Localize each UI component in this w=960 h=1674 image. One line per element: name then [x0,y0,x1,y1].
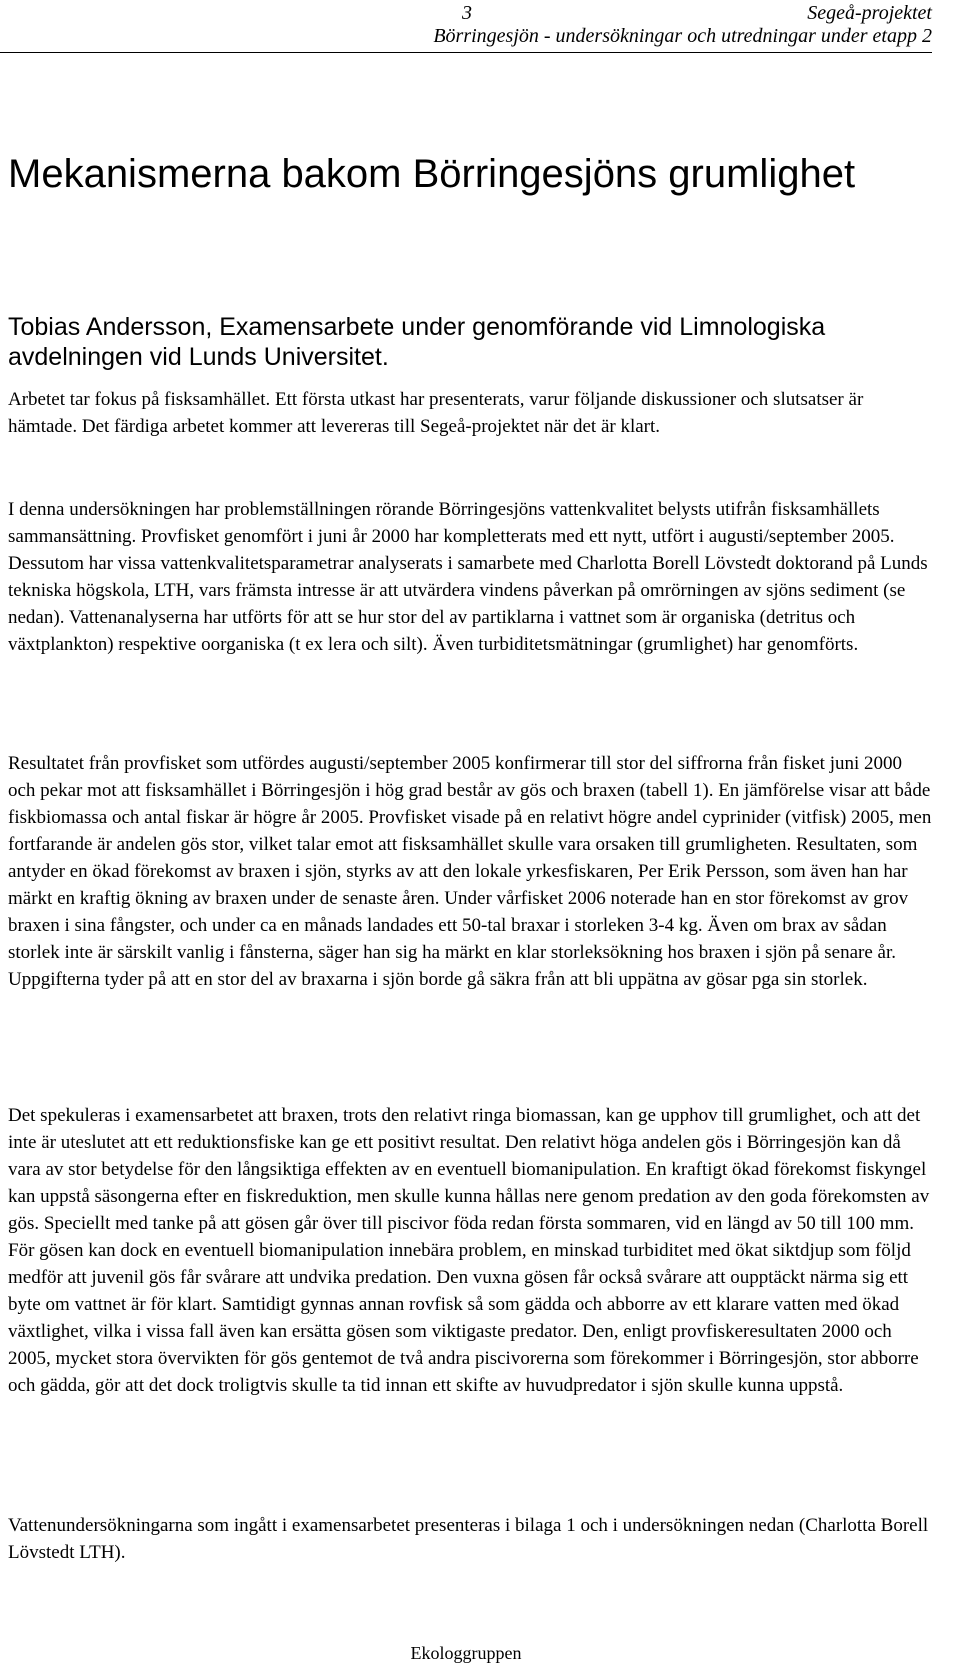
page-header [0,0,932,53]
header-subtitle: Börringesjön - undersökningar och utredningar under etapp 2 [433,25,932,47]
author-line: Tobias Andersson, Examensarbete under genomförande vid Limnologiska avdelningen vid Lunds Universitet. [8,313,826,371]
paragraph-results: Resultatet från provfisket som utfördes augusti/september 2005 konfirmerar till stor del siffrorna från fisket juni 2000 och pekar mot att fisksamhället i Börringesjön i hög grad består av gös och braxen (tabell 1). En jämförelse visar att både fiskbiomassa och antal fiskar är högre år 2005. Provfisket visade på en relativt högre andel cyprinider (vitfisk) 2005, men fortfarande är andelen gös stor, vilket talar emot att fisksamhället skulle vara orsaken till grumligheten. Resultaten, som antyder en ökad förekomst av braxen i sjön, styrks av att den lokale yrkesfiskaren, Per Erik Persson, som även han har märkt en kraftig ökning av braxen under de senaste åren. Under vårfisket 2006 noterade han en stor förekomst av grov braxen i sina fångster, och under ca en månads landades ett 50-tal braxar i storleken 3-4 kg. Även om brax av sådan storlek inte är särskilt vanlig i fånsterna, säger han sig ha märkt en klar storleksökning hos braxen i sjön på senare år. Uppgifterna tyder på att en stor del av braxarna i sjön borde gå säkra från att bli uppätna av gösar pga sin storlek. [8,753,932,990]
paragraph-method: I denna undersökningen har problemställningen rörande Börringesjöns vattenkvalitet belysts utifrån fisksamhällets sammansättning. Provfisket genomfört i juni år 2000 har kompletterats med ett nytt, utfört i augusti/september 2005. Dessutom har vissa vattenkvalitetsparametrar analyserats i samarbete med Charlotta Borell Lövstedt doktorand på Lunds tekniska högskola, LTH, vars främsta intresse är att utvärdera vindens påverkan på omrörningen av sjöns sediment (se nedan). Vattenanalyserna har utförts för att se hur stor del av partiklarna i vattnet som är organiska (detritus och växtplankton) respektive oorganiska (t ex lera och silt). Även turbiditetsmätningar (grumlighet) har genomförts. [8,499,928,655]
paragraph-intro: Arbetet tar fokus på fisksamhället. Ett första utkast har presenterats, varur följande diskussioner och slutsatser är hämtade. Det färdiga arbetet kommer att levereras till Segeå-projektet när det är klart. [8,389,864,437]
paragraph-appendix-note: Vattenundersökningarna som ingått i examensarbetet presenteras i bilaga 1 och i undersökningen nedan (Charlotta Borell Lövstedt LTH). [8,1515,929,1563]
page-number: 3 [462,2,472,24]
page-footer: Ekologgruppen [410,1643,522,1663]
header-project-name: Segeå-projektet [807,2,932,24]
paragraph-discussion: Det spekuleras i examensarbetet att braxen, trots den relativt ringa biomassan, kan ge upphov till grumlighet, och att det inte är uteslutet att ett reduktionsfiske kan ge ett positivt resultat. Den relativt höga andelen gös i Börringesjön kan då vara av stor betydelse för den långsiktiga effekten av en eventuell biomanipulation. En kraftigt ökad förekomst fiskyngel kan uppstå säsongerna efter en fiskreduktion, men skulle kunna hållas nere genom predation av den goda förekomsten av gös. Speciellt med tanke på att gösen går över till piscivor föda redan första sommaren, vid en längd av 50 till 100 mm. För gösen kan dock en eventuell biomanipulation innebära problem, en minskad turbiditet med ökat siktdjup som följd medför att juvenil gös får svårare att undvika predation. Den vuxna gösen får också svårare att oupptäckt närma sig ett byte om vattnet är för klart. Samtidigt gynnas annan rovfisk så som gädda och abborre av ett klarare vatten med ökad växtlighet, vilka i vissa fall även kan ersätta gösen som viktigaste predator. Den, enligt provfiskeresultaten 2000 och 2005, mycket stora övervikten för gös gentemot de två andra piscivorerna som förekommer i Börringesjön, stor abborre och gädda, gör att det dock troligtvis skulle ta tid innan ett skifte av huvudpredator i sjön skulle kunna uppstå. [8,1105,930,1396]
document-title: Mekanismerna bakom Börringesjöns grumlighet [8,152,856,196]
